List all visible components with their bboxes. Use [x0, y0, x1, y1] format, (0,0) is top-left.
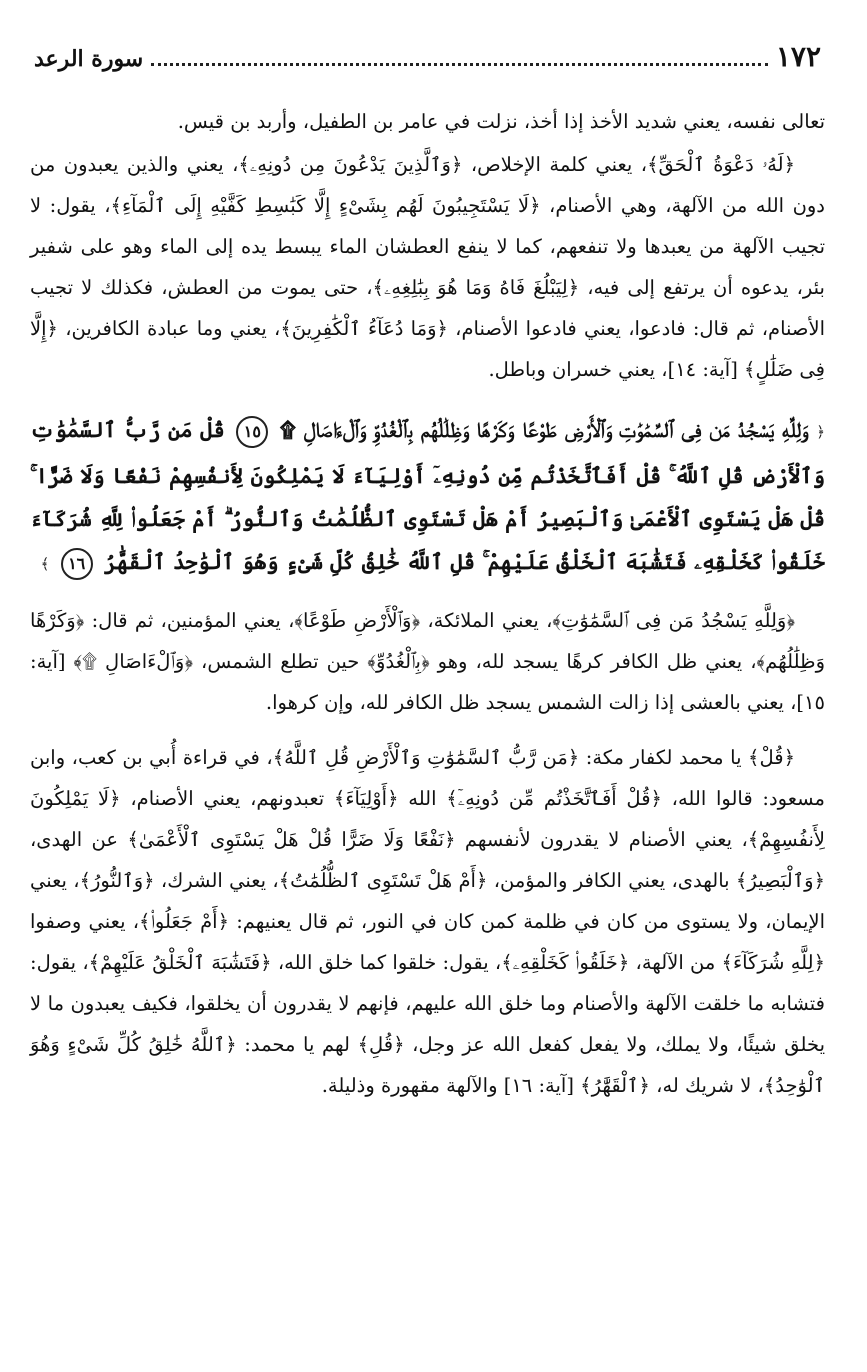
ayah-number-15: ١٥: [236, 416, 268, 448]
surah-title: سورة الرعد: [34, 46, 144, 72]
open-bracket-ornament: ﴿: [816, 423, 826, 441]
header-dots: [151, 49, 768, 66]
running-header: [30, 40, 825, 83]
paragraph-1: تعالى نفسه، يعني شديد الأخذ إذا أخذ، نزلت في عامر بن الطفيل، وأربد بن قيس.: [177, 110, 825, 133]
ayah-number-16: ١٦: [61, 548, 93, 580]
paragraph-2: ﴿لَهُۥ دَعْوَةُ ٱلْحَقِّ﴾، يعني كلمة الإخلاص، ﴿وَٱلَّذِينَ يَدْعُونَ مِن دُونِهِۦ﴾، يعني والذين يعبدون من دون الله من الآلهة، وهي الأصنام، ﴿لَا يَسْتَجِيبُونَ لَهُم بِشَىْءٍ إِلَّا كَبَٰسِطِ كَفَّيْهِ إِلَى ٱلْمَآءِ﴾، يقول: لا تجيب الآلهة من يعبدها ولا تنفعهم، كما لا ينفع العطشان الماء يبسط يده إلى الماء وهو على شفير بئر، يدعوه أن يرتفع إلى فيه، ﴿لِيَبْلُغَ فَاهُ وَمَا هُوَ بِبَٰلِغِهِۦ﴾، حتى يموت من العطش، فكذلك لا تجيب الأصنام، ثم قال: فادعوا، يعني فادعوا الأصنام، ﴿وَمَا دُعَآءُ ٱلْكَٰفِرِينَ﴾، يعني وما عبادة الكافرين، ﴿إِلَّا فِى ضَلَٰلٍ﴾ [آية: ١٤]، يعني خسران وباطل.: [30, 153, 825, 381]
paragraph-3: ﴿وَلِلَّهِ يَسْجُدُ مَن فِى ٱلسَّمَٰوَٰتِ﴾، يعني الملائكة، ﴿وَٱلْأَرْضِ طَوْعًا﴾، يعني المؤمنين، ثم قال: ﴿وَكَرْهًا وَظِلَٰلُهُم﴾، يعني ظل الكافر كرهًا يسجد لله، وهو ﴿بِٱلْغُدُوِّ﴾ حين تطلع الشمس، ﴿وَٱلْءَاصَالِ ۩﴾ [آية: ١٥]، يعني بالعشى إذا زالت الشمس يسجد ظل الكافر لله، وإن كرهوا.: [30, 609, 825, 714]
quran-verses-block: [30, 408, 825, 586]
quran-verse-15: وَلِلَّهِ يَسْجُدُ مَن فِى ٱلسَّمَٰوَٰتِ وَٱلْأَرْضِ طَوْعًا وَكَرْهًا وَظِلَٰلُهُم بِٱلْغُدُوِّ وَٱلْءَاصَالِ ۩: [279, 417, 809, 442]
page-number: ١٧٢: [775, 40, 821, 73]
quran-verse-16: قُلْ مَن رَّبُّ ٱلسَّمَٰوَٰتِ وَٱلْأَرْضِ قُلِ ٱللَّهُ ۚ قُلْ أَفَٱتَّخَذْتُم مِّن دُونِهِۦٓ أَوْلِيَآءَ لَا يَمْلِكُونَ لِأَنفُسِهِمْ نَفْعًا وَلَا ضَرًّا ۚ قُلْ هَلْ يَسْتَوِى ٱلْأَعْمَىٰ وَٱلْبَصِيرُ أَمْ هَلْ تَسْتَوِى ٱلظُّلُمَٰتُ وَٱلنُّورُ ۗ أَمْ جَعَلُوا۟ لِلَّهِ شُرَكَآءَ خَلَقُوا۟ كَخَلْقِهِۦ فَتَشَٰبَهَ ٱلْخَلْقُ عَلَيْهِمْ ۚ قُلِ ٱللَّهُ خَٰلِقُ كُلِّ شَىْءٍ وَهُوَ ٱلْوَٰحِدُ ٱلْقَهَّٰرُ: [30, 417, 825, 574]
paragraph-4: ﴿قُلْ﴾ يا محمد لكفار مكة: ﴿مَن رَّبُّ ٱلسَّمَٰوَٰتِ وَٱلْأَرْضِ قُلِ ٱللَّهُ﴾، في قراءة أُبي بن كعب، وابن مسعود: قالوا الله، ﴿قُلْ أَفَٱتَّخَذْتُم مِّن دُونِهِۦٓ﴾ الله ﴿أَوْلِيَآءَ﴾ تعبدونهم، يعني الأصنام، ﴿لَا يَمْلِكُونَ لِأَنفُسِهِمْ﴾، يعني الأصنام لا يقدرون لأنفسهم ﴿نَفْعًا وَلَا ضَرًّا قُلْ هَلْ يَسْتَوِى ٱلْأَعْمَىٰ﴾ عن الهدى، ﴿وَٱلْبَصِيرُ﴾ بالهدى، يعني الكافر والمؤمن، ﴿أَمْ هَلْ تَسْتَوِى ٱلظُّلُمَٰتُ﴾، يعني الشرك، ﴿وَٱلنُّورُ﴾، يعني الإيمان، ولا يستوى من كان في ظلمة كمن كان في النور، ثم قال يعنيهم: ﴿أَمْ جَعَلُوا۟﴾، يعني وصفوا ﴿لِلَّهِ شُرَكَآءَ﴾ من الآلهة، ﴿خَلَقُوا۟ كَخَلْقِهِۦ﴾، يقول: خلقوا كما خلق الله، ﴿فَتَشَٰبَهَ ٱلْخَلْقُ عَلَيْهِمْ﴾، يقول: فتشابه ما خلقت الآلهة والأصنام وما خلق الله عليهم، فإنهم لا يقدرون أن يخلقوا، فكيف يعبدون ما لا يخلق شيئًا، ولا يملك، ولا يفعل كفعل الله عز وجل، ﴿قُلِ﴾ لهم يا محمد: ﴿ٱللَّهُ خَٰلِقُ كُلِّ شَىْءٍ وَهُوَ ٱلْوَٰحِدُ﴾، لا شريك له، ﴿ٱلْقَهَّٰرُ﴾ [آية: ١٦] والآلهة مقهورة وذليلة.: [30, 746, 825, 1097]
page: [30, 40, 825, 1106]
close-bracket-ornament: ﴾: [40, 555, 50, 573]
